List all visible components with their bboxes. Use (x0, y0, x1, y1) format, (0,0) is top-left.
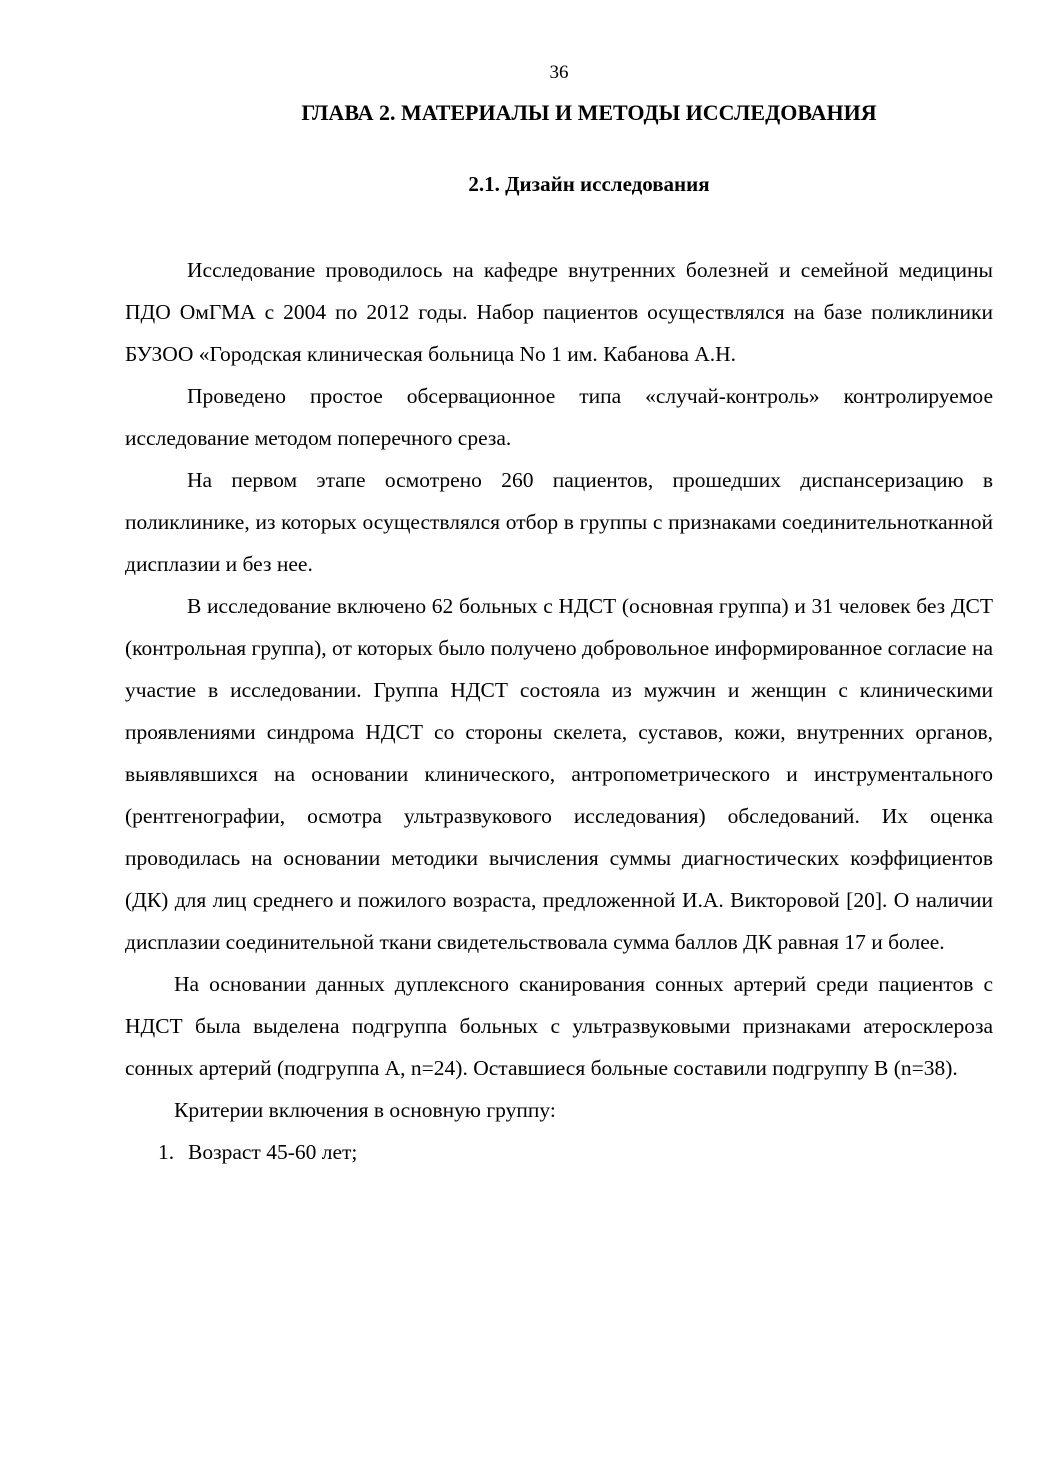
list-item-number: 1. (158, 1140, 175, 1164)
list-item (125, 1131, 993, 1173)
paragraph: На первом этапе осмотрено 260 пациентов, прошедших диспансеризацию в поликлинике, из которых осуществлялся отбор в группы с признаками соединительнотканной дисплазии и без нее. (125, 468, 993, 576)
page-number: 36 (549, 62, 569, 83)
paragraph: В исследование включено 62 больных с НДСТ (основная группа) и 31 человек без ДСТ (контрольная группа), от которых было получено добровольное информированное согласие на участие в исследовании. Группа НДСТ состояла из мужчин и женщин с клиническими проявлениями синдрома НДСТ со стороны скелета, суставов, кожи, внутренних органов, выявлявшихся на основании клинического, антропометрического и инструментального (рентгенографии, осмотра ультразвукового исследования) обследований. Их оценка проводилась на основании методики вычисления суммы диагностических коэффициентов (ДК) для лиц среднего и пожилого возраста, предложенной И.А. Викторовой [20]. О наличии дисплазии соединительной ткани свидетельствовала сумма баллов ДК равная 17 и более. (125, 594, 993, 954)
paragraph: Критерии включения в основную группу: (174, 1098, 556, 1122)
list-item-text: Возраст 45-60 лет; (188, 1140, 358, 1164)
paragraph: На основании данных дуплексного сканирования сонных артерий среди пациентов с НДСТ была выделена подгруппа больных с ультразвуковыми признаками атеросклероза сонных артерий (подгруппа А, n=24). Оставшиеся больные составили подгруппу В (n=38). (125, 972, 993, 1080)
chapter-title: ГЛАВА 2. МАТЕРИАЛЫ И МЕТОДЫ ИССЛЕДОВАНИЯ (301, 100, 877, 125)
section-title: 2.1. Дизайн исследования (468, 172, 710, 196)
body-text (125, 249, 993, 1173)
paragraph: Исследование проводилось на кафедре внутренних болезней и семейной медицины ПДО ОмГМА с 2004 по 2012 годы. Набор пациентов осуществлялся на базе поликлиники БУЗОО «Городская клиническая больница No 1 им. Кабанова А.Н. (125, 258, 993, 366)
paragraph: Проведено простое обсервационное типа «случай-контроль» контролируемое исследование методом поперечного среза. (125, 384, 993, 450)
